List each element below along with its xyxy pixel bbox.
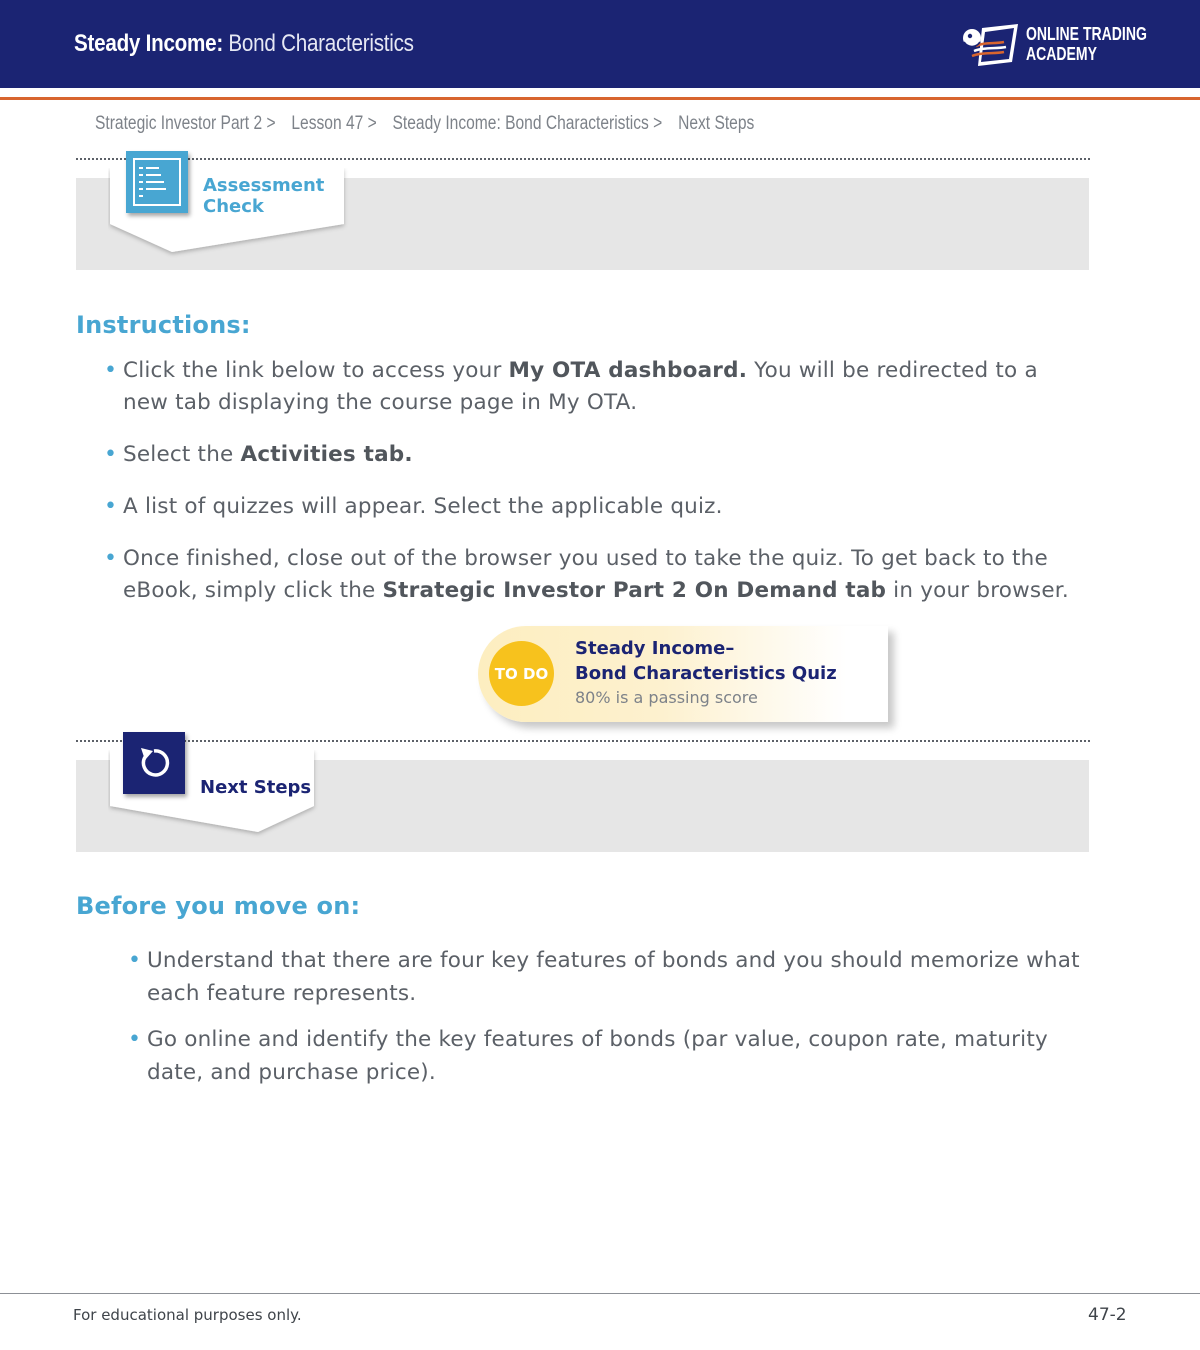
ota-logo [960,22,1147,68]
before-heading: Before you move on: [76,892,361,920]
instruction-emphasis: Activities tab. [240,442,413,467]
logo-line-1: ONLINE TRADING [1026,24,1147,44]
header-divider-orange [0,97,1200,100]
page-header [0,0,1200,88]
instruction-emphasis: My OTA dashboard. [508,358,748,383]
instruction-text: Select the [123,442,241,467]
breadcrumb-lesson[interactable]: Lesson 47 > [291,113,377,134]
before-item: • Understand that there are four key features of bonds and you should memorize what each feature represents. [147,944,1087,1010]
instruction-text: You will be redirected to a new tab displaying the course page in My OTA. [123,358,1038,415]
breadcrumb [95,113,766,135]
quiz-title-line-2: Bond Characteristics Quiz [575,663,837,684]
breadcrumb-course[interactable]: Strategic Investor Part 2 > [95,113,276,134]
dotted-divider [76,740,1090,742]
instruction-text: Click the link below to access your [123,358,509,383]
logo-line-2: ACADEMY [1026,44,1097,64]
quiz-link-card[interactable] [478,626,888,722]
dotted-divider [76,158,1090,160]
quiz-title-line-1: Steady Income– [575,638,735,659]
breadcrumb-current[interactable]: Next Steps [678,113,755,134]
header-divider-white [0,88,1200,96]
instruction-emphasis: Strategic Investor Part 2 On Demand tab [382,578,887,603]
instruction-item [123,543,1083,607]
checklist-icon [126,151,188,213]
instruction-item [123,355,1083,419]
assessment-label [203,175,324,217]
instruction-item [123,491,1083,523]
footer-divider [0,1293,1200,1294]
footer-note: For educational purposes only. [73,1306,302,1324]
instructions-list [123,355,1083,607]
quiz-passing-score: 80% is a passing score [575,688,758,707]
instruction-text: Once finished, close out of the browser you used to take the quiz. To get back to the eBook, simply click the [123,546,1048,603]
refresh-icon [123,732,185,794]
instruction-text: in your browser. [886,578,1069,603]
assessment-label-line-1: Assessment [203,175,325,196]
before-item: • Go online and identify the key features of bonds (par value, coupon rate, maturity date, and purchase price). [147,1023,1087,1089]
assessment-label-line-2: Check [203,196,264,217]
todo-badge: TO DO [489,641,554,706]
breadcrumb-topic[interactable]: Steady Income: Bond Characteristics > [392,113,663,134]
page-title-topic: Steady Income: [74,30,223,57]
ota-logo-text [1026,24,1147,64]
page-title [74,30,414,58]
instruction-text: A list of quizzes will appear. Select the applicable quiz. [123,494,723,519]
before-list [147,944,1087,1089]
instruction-item [123,439,1083,471]
next-steps-label: Next Steps [200,777,312,798]
page-title-subtopic: Bond Characteristics [228,30,414,57]
instructions-heading: Instructions: [76,311,251,339]
page-number: 47-2 [1088,1305,1127,1325]
ota-logo-icon [960,22,1020,68]
